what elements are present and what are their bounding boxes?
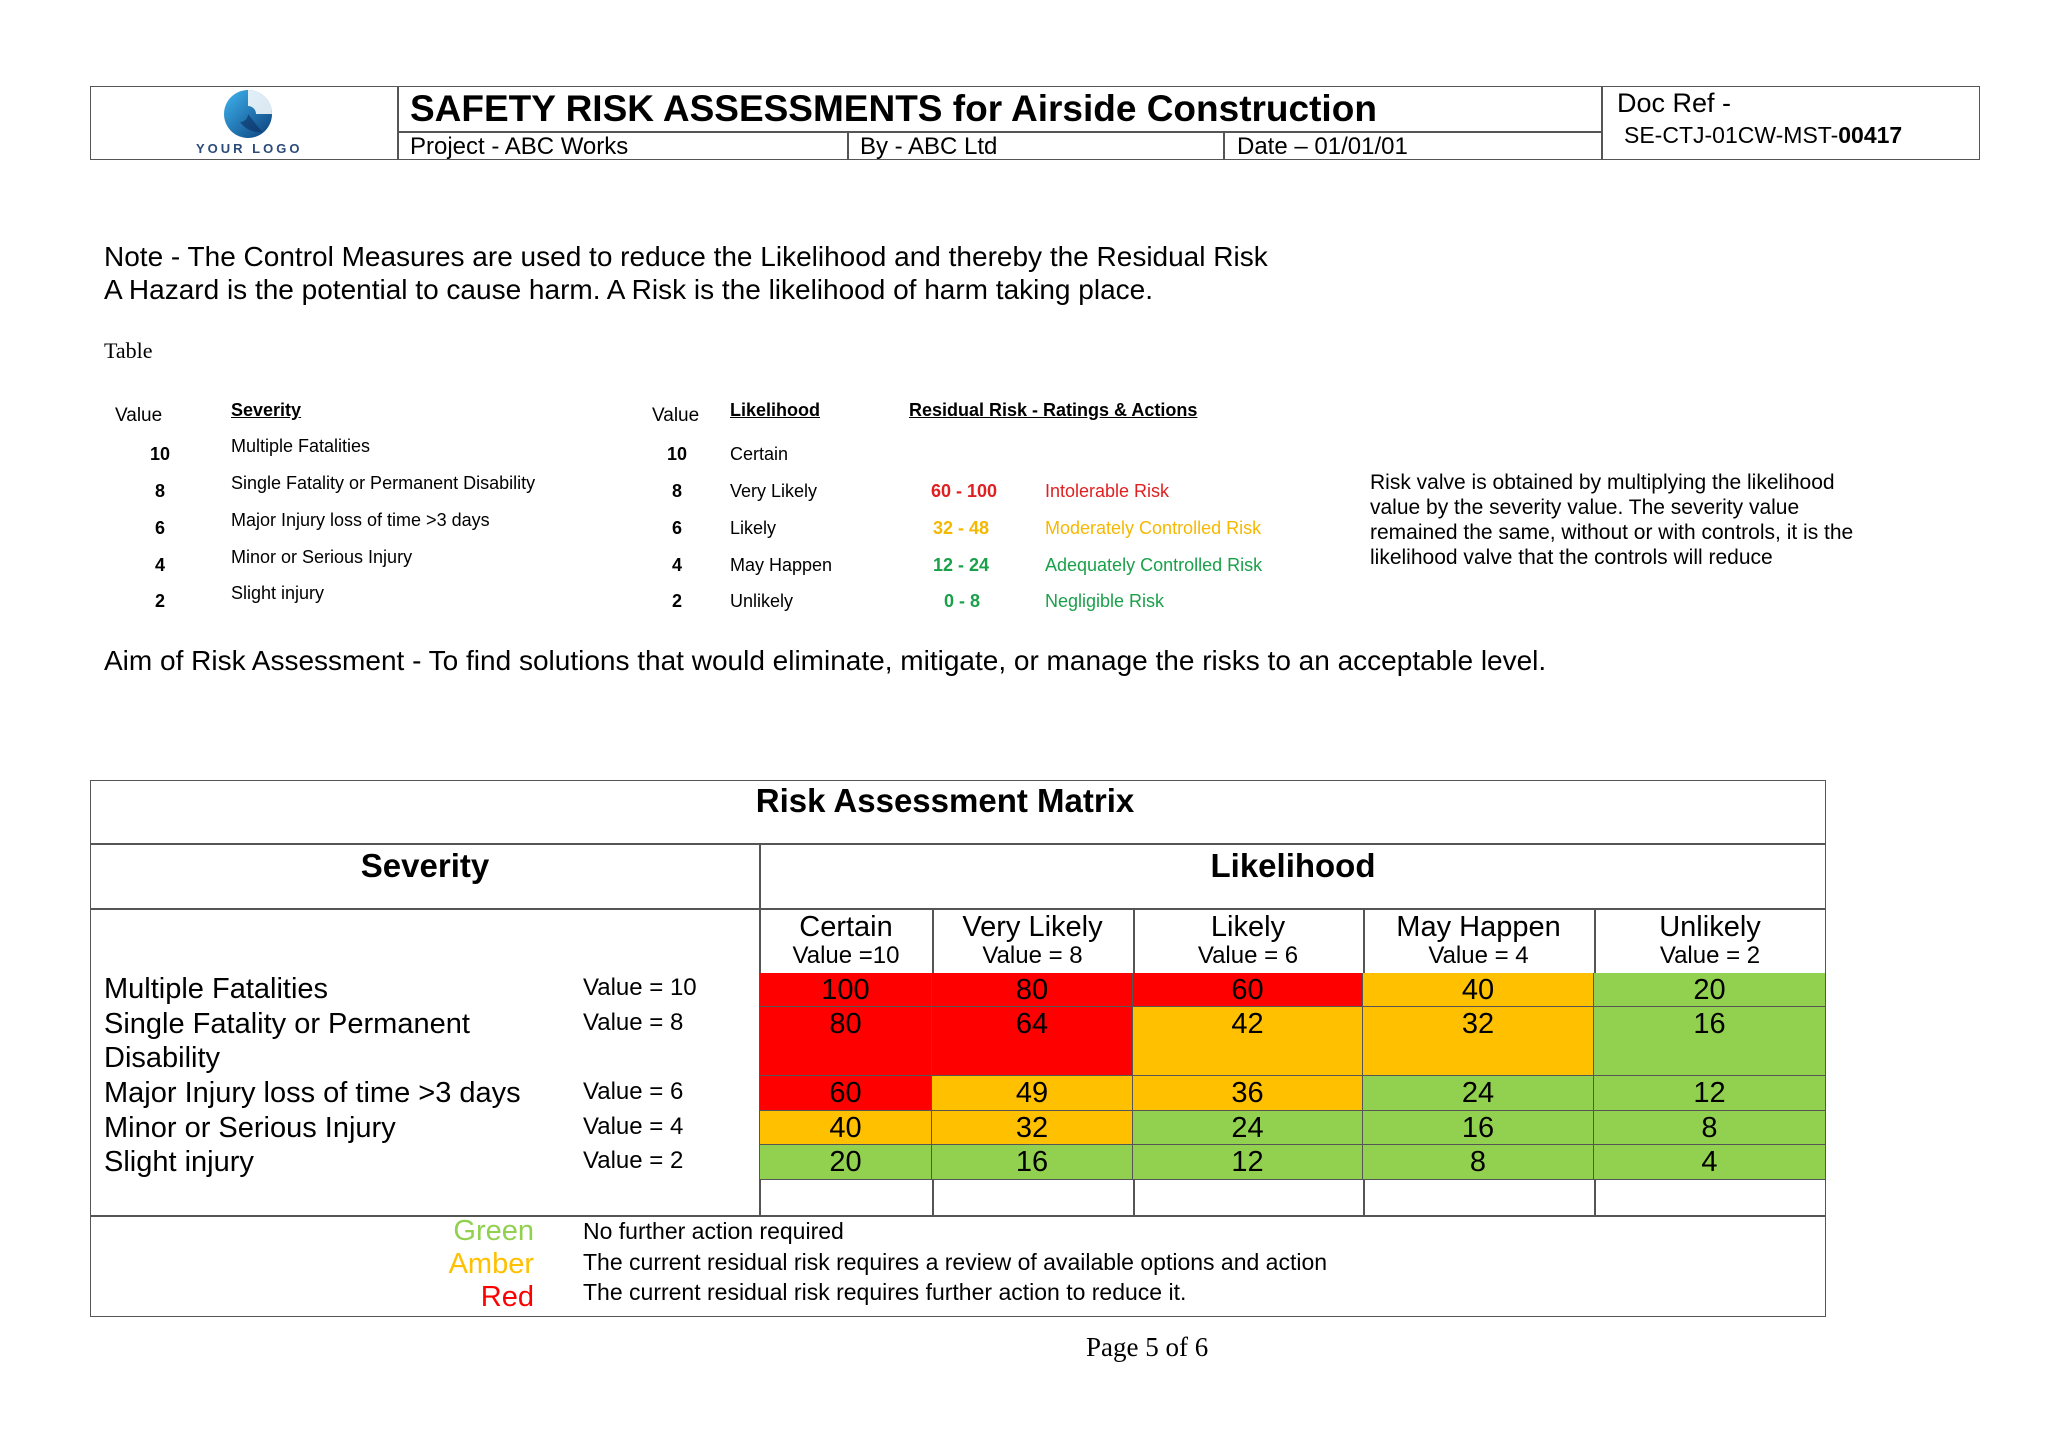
col-value: Value = 8 <box>982 942 1083 969</box>
severity-header: Severity <box>231 400 302 420</box>
residual-risk-header: Residual Risk - Ratings & Actions <box>909 400 1198 420</box>
legend-green-desc: No further action required <box>583 1218 844 1244</box>
document-title: SAFETY RISK ASSESSMENTS for Airside Construction <box>410 88 1377 129</box>
matrix-row-label: Major Injury loss of time >3 days <box>104 1077 521 1109</box>
col-value: Value = 6 <box>1197 942 1299 969</box>
matrix-title: Risk Assessment Matrix <box>755 782 1135 819</box>
severity-row-value: 6 <box>155 518 166 538</box>
severity-row-label: Single Fatality or Permanent Disability <box>231 473 536 493</box>
matrix-row-label: Minor or Serious Injury <box>104 1112 396 1144</box>
matrix-cell: 80 <box>932 973 1133 1007</box>
likelihood-header: Likelihood <box>730 400 820 420</box>
matrix-likelihood-title: Likelihood <box>1210 847 1376 884</box>
aim-statement: Aim of Risk Assessment - To find solutions that would eliminate, mitigate, or manage the risks to an acceptable level. <box>104 645 1547 676</box>
matrix-divider <box>90 843 1826 845</box>
severity-row-value: 8 <box>155 481 166 501</box>
matrix-cell: 20 <box>1594 973 1826 1007</box>
likelihood-row-value: 2 <box>672 591 683 611</box>
matrix-col-header <box>760 911 932 969</box>
header-divider <box>397 86 399 160</box>
header-divider <box>1601 86 1603 160</box>
note-line-1: Note - The Control Measures are used to reduce the Likelihood and thereby the Residual Risk <box>104 241 1268 272</box>
legend-amber-desc: The current residual risk requires a review of available options and action <box>583 1249 1328 1275</box>
residual-label: Intolerable Risk <box>1045 481 1170 501</box>
col-name: Unlikely <box>1659 911 1761 943</box>
page-number: Page 5 of 6 <box>1086 1332 1209 1362</box>
likelihood-row-label: May Happen <box>730 555 833 575</box>
col-value: Value =10 <box>792 942 900 969</box>
matrix-cell: 4 <box>1594 1145 1826 1180</box>
likelihood-row-value: 6 <box>672 518 683 538</box>
matrix-cell: 60 <box>1133 973 1363 1007</box>
likelihood-row-value: 8 <box>672 481 683 501</box>
matrix-col-header <box>932 911 1133 969</box>
col-name: Very Likely <box>962 911 1103 943</box>
legend-red: Red <box>480 1281 534 1313</box>
matrix-cell: 100 <box>760 973 932 1007</box>
severity-row-label: Minor or Serious Injury <box>231 547 413 567</box>
likelihood-row-label: Very Likely <box>730 481 818 501</box>
matrix-cell: 49 <box>932 1076 1133 1111</box>
severity-row-value: 10 <box>150 444 171 464</box>
residual-label: Moderately Controlled Risk <box>1045 518 1262 538</box>
matrix-cell: 60 <box>760 1076 932 1111</box>
col-name: Likely <box>1210 911 1286 943</box>
matrix-row-value: Value = 2 <box>583 1147 684 1174</box>
matrix-row-value: Value = 10 <box>583 974 697 1001</box>
matrix-cell: 24 <box>1363 1076 1594 1111</box>
matrix-cell: 32 <box>1363 1007 1594 1076</box>
matrix-cell: 40 <box>1363 973 1594 1007</box>
note-line-2: A Hazard is the potential to cause harm. A Risk is the likelihood of harm taking place. <box>104 274 1154 305</box>
col-name: May Happen <box>1396 911 1561 943</box>
date-field: Date – 01/01/01 <box>1237 133 1408 160</box>
legend-amber: Amber <box>448 1248 534 1280</box>
likelihood-value-header: Value <box>652 405 700 426</box>
matrix-cell: 20 <box>760 1145 932 1180</box>
logo-icon <box>222 88 274 140</box>
matrix-cell: 12 <box>1594 1076 1826 1111</box>
residual-label: Adequately Controlled Risk <box>1045 555 1263 575</box>
likelihood-row-label: Unlikely <box>730 591 794 611</box>
legend-green: Green <box>453 1215 534 1247</box>
severity-row-value: 2 <box>155 591 166 611</box>
project-field: Project - ABC Works <box>410 133 629 160</box>
matrix-cell: 16 <box>1594 1007 1826 1076</box>
col-name: Certain <box>799 911 893 943</box>
matrix-cell: 16 <box>1363 1111 1594 1145</box>
matrix-row-value: Value = 4 <box>583 1113 684 1140</box>
doc-ref-label: Doc Ref - <box>1617 88 1732 118</box>
matrix-row-value: Value = 8 <box>583 1009 684 1036</box>
matrix-cell: 8 <box>1594 1111 1826 1145</box>
matrix-divider <box>90 908 1826 910</box>
table-caption: Table <box>104 338 153 363</box>
matrix-col-header <box>1363 911 1594 969</box>
matrix-cell: 80 <box>760 1007 932 1076</box>
doc-ref-value <box>1624 122 1902 149</box>
col-value: Value = 4 <box>1428 942 1529 969</box>
matrix-cell: 42 <box>1133 1007 1363 1076</box>
matrix-cell: 8 <box>1363 1145 1594 1180</box>
matrix-cell: 36 <box>1133 1076 1363 1111</box>
matrix-row-label: Single Fatality or Permanent Disability <box>104 1008 470 1074</box>
matrix-row-label: Slight injury <box>104 1146 254 1178</box>
residual-range: 12 - 24 <box>933 555 990 575</box>
matrix-cell: 64 <box>932 1007 1133 1076</box>
header-divider <box>847 131 849 160</box>
matrix-cell: 12 <box>1133 1145 1363 1180</box>
severity-row-value: 4 <box>155 555 166 575</box>
risk-explanation: Risk valve is obtained by multiplying the likelihood value by the severity value. The severity value remained the same, without or with controls, it is the likelihood valve that the controls will reduce <box>1370 471 1854 569</box>
severity-row-label: Multiple Fatalities <box>231 436 371 456</box>
residual-range: 32 - 48 <box>933 518 990 538</box>
likelihood-row-label: Certain <box>730 444 789 464</box>
matrix-row-label: Multiple Fatalities <box>104 973 329 1005</box>
matrix-col-header <box>1133 911 1363 969</box>
matrix-cell: 24 <box>1133 1111 1363 1145</box>
residual-label: Negligible Risk <box>1045 591 1165 611</box>
likelihood-row-value: 10 <box>667 444 688 464</box>
legend-red-desc: The current residual risk requires further action to reduce it. <box>583 1279 1187 1305</box>
severity-value-header: Value <box>115 405 163 426</box>
matrix-row-value: Value = 6 <box>583 1078 684 1105</box>
doc-ref-number: 00417 <box>1838 122 1903 148</box>
likelihood-row-value: 4 <box>672 555 683 575</box>
matrix-cell: 32 <box>932 1111 1133 1145</box>
severity-row-label: Major Injury loss of time >3 days <box>231 510 490 530</box>
doc-ref-prefix: SE-CTJ-01CW-MST- <box>1624 122 1839 148</box>
logo-text: YOUR LOGO <box>196 141 303 156</box>
matrix-cell: 16 <box>932 1145 1133 1180</box>
matrix-cell: 40 <box>760 1111 932 1145</box>
by-field: By - ABC Ltd <box>860 133 998 160</box>
matrix-col-header <box>1594 911 1826 969</box>
matrix-severity-title: Severity <box>360 847 490 884</box>
residual-range: 0 - 8 <box>944 591 981 611</box>
header-divider <box>1223 131 1225 160</box>
col-value: Value = 2 <box>1659 942 1761 969</box>
residual-range: 60 - 100 <box>931 481 998 501</box>
severity-row-label: Slight injury <box>231 583 325 603</box>
likelihood-row-label: Likely <box>730 518 777 538</box>
